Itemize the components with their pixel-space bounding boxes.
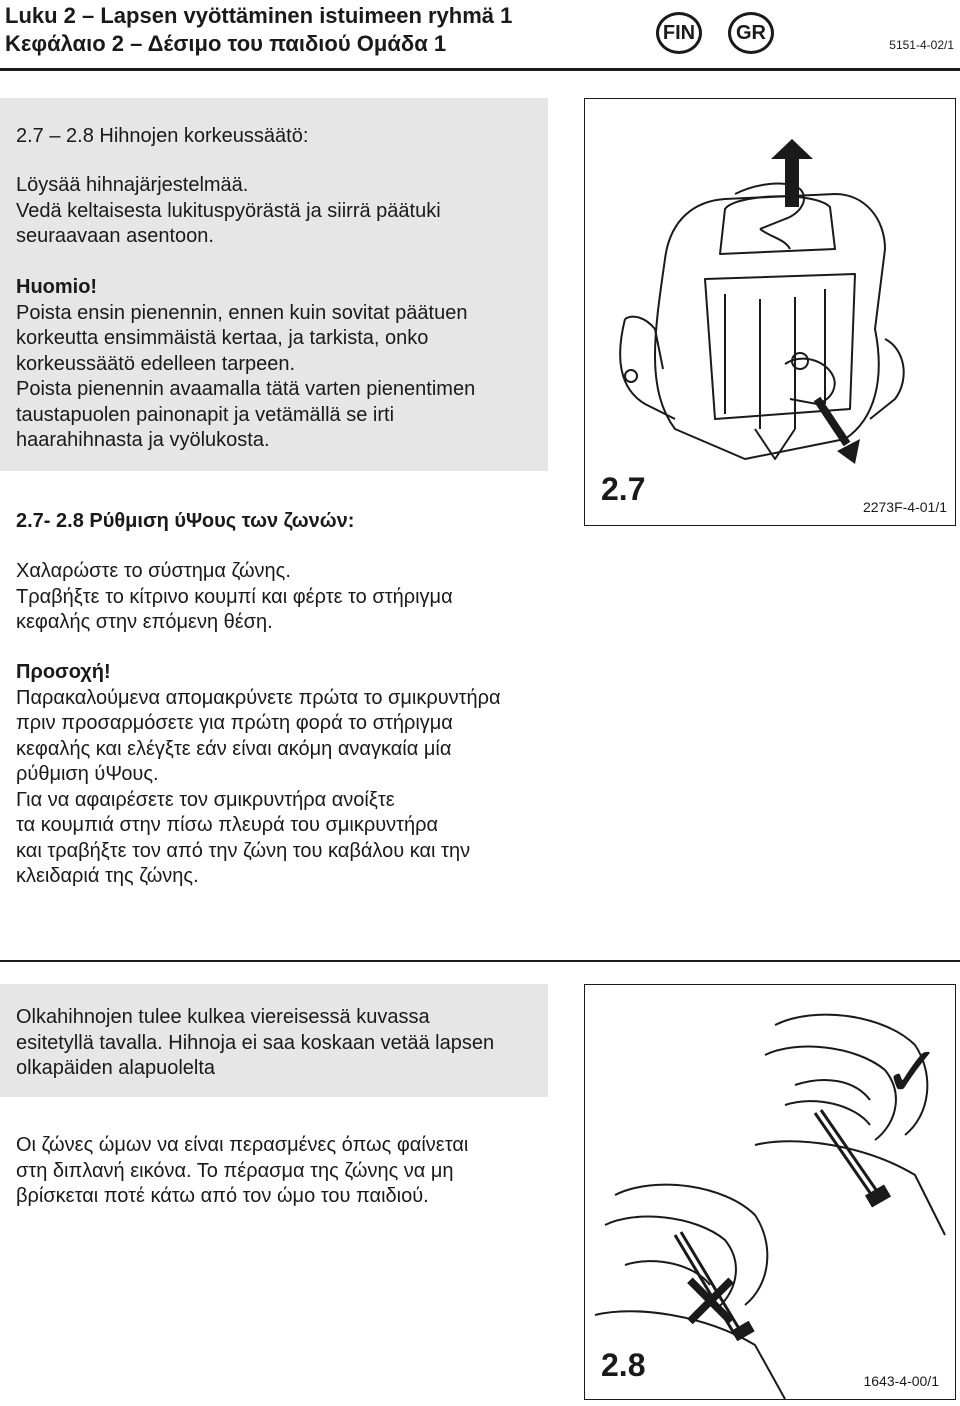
gr-note-line: Για να αφαιρέσετε τον σμικρυντήρα ανοίξτε bbox=[16, 788, 395, 811]
gr-heading: 2.7- 2.8 Ρύθμιση ύΨους των ζωνών: bbox=[16, 510, 355, 532]
finnish-instructions-box bbox=[0, 98, 548, 471]
fi-heading: 2.7 – 2.8 Hihnojen korkeussäätö: bbox=[16, 125, 309, 147]
page-title-gr: Κεφάλαιο 2 – Δέσιμο του παιδιού Ομάδα 1 bbox=[5, 31, 447, 56]
gr-note-line: πριν προσαρμόσετε για πρώτη φορά το στήριγμα bbox=[16, 712, 453, 734]
fi-note-line: taustapuolen painonapit ja vetämällä se irti bbox=[16, 403, 395, 426]
gr-note-line: Παρακαλούμενα απομακρύνετε πρώτα το σμικρυντήρα bbox=[16, 686, 501, 709]
fi-note-line: Poista ensin pienennin, ennen kuin sovitat päätuen bbox=[16, 301, 468, 324]
fi-belt-note bbox=[16, 1005, 494, 1082]
gr-belt-line: στη διπλανή εικόνα. Το πέρασμα της ζώνης να μη bbox=[16, 1159, 454, 1182]
figure-2-7-illustration bbox=[585, 99, 955, 525]
gr-note-line: κεφαλής και ελέγξτε εάν είναι ακόμη αναγκαία μία bbox=[16, 737, 452, 760]
gr-belt-note bbox=[16, 1133, 468, 1210]
fi-note bbox=[16, 275, 475, 454]
gr-note-line: ρύθμιση ύΨους. bbox=[16, 763, 159, 785]
gr-belt-line: βρίσκεται ποτέ κάτω από τον ώμο του παιδιού. bbox=[16, 1185, 429, 1207]
gr-note-line: τα κουμπιά στην πίσω πλευρά του σμικρυντήρα bbox=[16, 814, 439, 836]
gr-note-heading: Προσοχή! bbox=[16, 661, 111, 683]
finnish-belt-note-box bbox=[0, 984, 548, 1097]
fi-steps bbox=[16, 173, 441, 250]
page-title-fi: Luku 2 – Lapsen vyöttäminen istuimeen ryhmä 1 bbox=[5, 3, 513, 28]
gr-belt-line: Οι ζώνες ώμων να είναι περασμένες όπως φαίνεται bbox=[16, 1134, 469, 1156]
fi-belt-line: Olkahihnojen tulee kulkea viereisessä kuvassa bbox=[16, 1006, 430, 1028]
fi-note-line: korkeutta ensimmäistä kertaa, ja tarkista, onko bbox=[16, 327, 429, 349]
figure-label: 2.8 bbox=[601, 1347, 646, 1383]
document-id: 5151-4-02/1 bbox=[889, 38, 954, 52]
header-rule bbox=[0, 68, 960, 71]
section-divider bbox=[0, 960, 960, 962]
fi-note-line: korkeussäätö edelleen tarpeen. bbox=[16, 352, 296, 375]
language-badge-fin: FIN bbox=[656, 12, 702, 54]
gr-note bbox=[16, 660, 501, 890]
gr-note-line: και τραβήξτε τον από την ζώνη του καβάλου και την bbox=[16, 839, 471, 862]
figure-label: 2.7 bbox=[601, 471, 646, 507]
fi-step-line: Vedä keltaisesta lukituspyörästä ja siirrä päätuki bbox=[16, 199, 441, 222]
cross-mark-icon: ✕ bbox=[677, 1256, 745, 1349]
fi-step-line: seuraavaan asentoon. bbox=[16, 225, 214, 247]
fi-note-heading: Huomio! bbox=[16, 276, 98, 298]
gr-steps bbox=[16, 559, 453, 636]
language-badge-gr: GR bbox=[728, 12, 774, 54]
gr-note-line: κλειδαριά της ζώνης. bbox=[16, 865, 199, 887]
check-mark-icon: ✓ bbox=[883, 1031, 942, 1113]
fi-note-line: haarahihnasta ja vyölukosta. bbox=[16, 429, 270, 451]
gr-step-line: Τραβήξτε το κίτρινο κουμπί και φέρτε το στήριγμα bbox=[16, 585, 453, 608]
figure-2-8 bbox=[584, 984, 956, 1400]
figure-2-7 bbox=[584, 98, 956, 526]
fi-note-line: Poista pienennin avaamalla tätä varten pienentimen bbox=[16, 378, 476, 400]
figure-id: 1643-4-00/1 bbox=[863, 1373, 939, 1389]
fi-belt-line: esitetyllä tavalla. Hihnoja ei saa koskaan vetää lapsen bbox=[16, 1031, 495, 1054]
figure-id: 2273F-4-01/1 bbox=[862, 499, 947, 515]
fi-belt-line: olkapäiden alapuolelta bbox=[16, 1057, 216, 1079]
gr-step-line: κεφαλής στην επόμενη θέση. bbox=[16, 611, 273, 633]
fi-step-line: Löysää hihnajärjestelmää. bbox=[16, 174, 249, 196]
gr-step-line: Χαλαρώστε το σύστημα ζώνης. bbox=[16, 560, 291, 582]
